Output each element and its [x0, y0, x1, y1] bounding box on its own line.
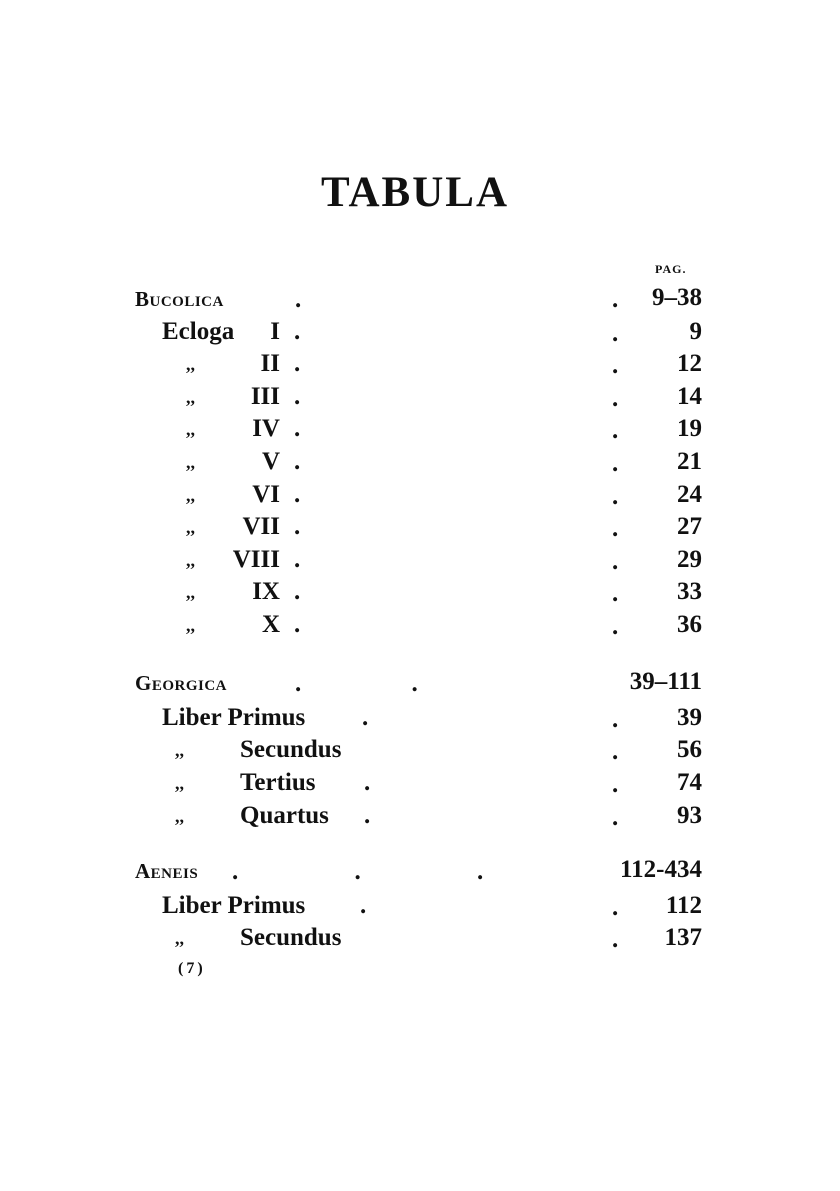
leader-dot: . — [612, 926, 619, 953]
entry-numeral: VI — [252, 481, 280, 508]
ditto-mark: ,, — [175, 740, 184, 760]
leader-dot: . — [612, 286, 619, 313]
page-number: 39–111 — [629, 668, 702, 695]
leader-dot: . — [612, 580, 619, 607]
toc-entry — [0, 383, 840, 415]
section-dots: . . . — [232, 858, 539, 885]
page-number: 74 — [677, 769, 702, 796]
leader-dot: . — [612, 804, 619, 831]
leader-dot: . — [612, 385, 619, 412]
entry-label: Quartus — [240, 802, 329, 829]
leader-dot: . — [612, 613, 619, 640]
ditto-mark: ,, — [186, 550, 195, 570]
ditto-mark: ,, — [186, 485, 195, 505]
toc-entry — [0, 892, 840, 924]
page-number: 137 — [664, 924, 702, 951]
ditto-mark: ,, — [186, 615, 195, 635]
trailing-dot: . — [294, 513, 301, 540]
page-number: 9 — [689, 318, 702, 345]
entry-label: Secundus — [240, 924, 342, 951]
entry-numeral: X — [261, 611, 280, 638]
ditto-mark: ,, — [175, 928, 184, 948]
entry-numeral: I — [270, 318, 280, 345]
page-number: 14 — [677, 383, 702, 410]
entry-numeral: IV — [252, 415, 280, 442]
page-number: 21 — [677, 448, 702, 475]
toc-entry — [0, 736, 840, 768]
leader-dot: . — [612, 483, 619, 510]
trailing-dot: . — [364, 769, 371, 796]
page-number: 39 — [677, 704, 702, 731]
leader-dot: . — [612, 417, 619, 444]
page-number: 112-434 — [620, 856, 702, 883]
section-dots: . — [295, 286, 308, 313]
entry-numeral: VII — [242, 513, 280, 540]
ditto-mark: ,, — [186, 354, 195, 374]
ditto-mark: ,, — [175, 773, 184, 793]
page-number: 93 — [677, 802, 702, 829]
ditto-mark: ,, — [186, 419, 195, 439]
page-number: 19 — [677, 415, 702, 442]
trailing-dot: . — [294, 383, 301, 410]
page-title: TABULA — [320, 169, 509, 216]
page-number: 9–38 — [652, 284, 702, 311]
trailing-dot: . — [294, 578, 301, 605]
page-number: 112 — [665, 892, 702, 919]
pag-column-header: PAG. — [655, 262, 687, 276]
ditto-mark: ,, — [175, 806, 184, 826]
toc-entry — [0, 513, 840, 545]
toc-entry — [0, 611, 840, 643]
page-number: 36 — [677, 611, 702, 638]
entry-label: Liber Primus — [162, 892, 306, 919]
page-number: 12 — [677, 350, 702, 377]
trailing-dot: . — [294, 448, 301, 475]
trailing-dot: . — [294, 318, 301, 345]
section-title: Georgica — [135, 671, 228, 695]
leader-dot: . — [612, 320, 619, 347]
trailing-dot: . — [294, 481, 301, 508]
entry-numeral: IX — [252, 578, 280, 605]
section-title: Aeneis — [135, 859, 199, 883]
ditto-mark: ,, — [186, 517, 195, 537]
toc-entry — [0, 546, 840, 578]
page-number: 33 — [677, 578, 702, 605]
page-number: 56 — [677, 736, 702, 763]
toc-entry — [0, 448, 840, 480]
trailing-dot: . — [294, 415, 301, 442]
toc-entry — [0, 704, 840, 736]
section-title: Bucolica — [135, 287, 224, 311]
leader-dot: . — [612, 450, 619, 477]
leader-dot: . — [612, 548, 619, 575]
entry-numeral: III — [250, 383, 280, 410]
ditto-mark: ,, — [186, 387, 195, 407]
trailing-dot: . — [294, 546, 301, 573]
entry-numeral: V — [261, 448, 280, 475]
entry-numeral: VIII — [232, 546, 280, 573]
entry-label: Ecloga — [162, 318, 235, 345]
entry-label: Secundus — [240, 736, 342, 763]
toc-entry — [0, 481, 840, 513]
leader-dot: . — [612, 515, 619, 542]
toc-entry — [0, 415, 840, 447]
leader-dot: . — [612, 894, 619, 921]
toc-entry — [0, 802, 840, 834]
ditto-mark: ,, — [186, 452, 195, 472]
entry-label: Tertius — [240, 769, 316, 796]
trailing-dot: . — [364, 802, 371, 829]
leader-dot: . — [612, 771, 619, 798]
section-dots: . . — [295, 670, 470, 697]
page-number: 24 — [677, 481, 702, 508]
toc-entry — [0, 769, 840, 801]
trailing-dot: . — [360, 892, 367, 919]
entry-label: Liber Primus — [162, 704, 306, 731]
toc-entry — [0, 350, 840, 382]
section-row-bucolica — [0, 284, 840, 316]
section-row-aeneis — [0, 856, 840, 888]
leader-dot: . — [612, 738, 619, 765]
trailing-dot: . — [294, 350, 301, 377]
toc-entry — [0, 924, 840, 956]
ditto-mark: ,, — [186, 582, 195, 602]
toc-entry — [0, 318, 840, 350]
trailing-dot: . — [294, 611, 301, 638]
page-number: 29 — [677, 546, 702, 573]
leader-dot: . — [612, 352, 619, 379]
leader-dot: . — [612, 706, 619, 733]
entry-numeral: II — [260, 350, 280, 377]
page-folio: (7) — [178, 960, 206, 977]
section-row-georgica — [0, 668, 840, 700]
toc-entry — [0, 578, 840, 610]
page-number: 27 — [677, 513, 702, 540]
trailing-dot: . — [362, 704, 369, 731]
